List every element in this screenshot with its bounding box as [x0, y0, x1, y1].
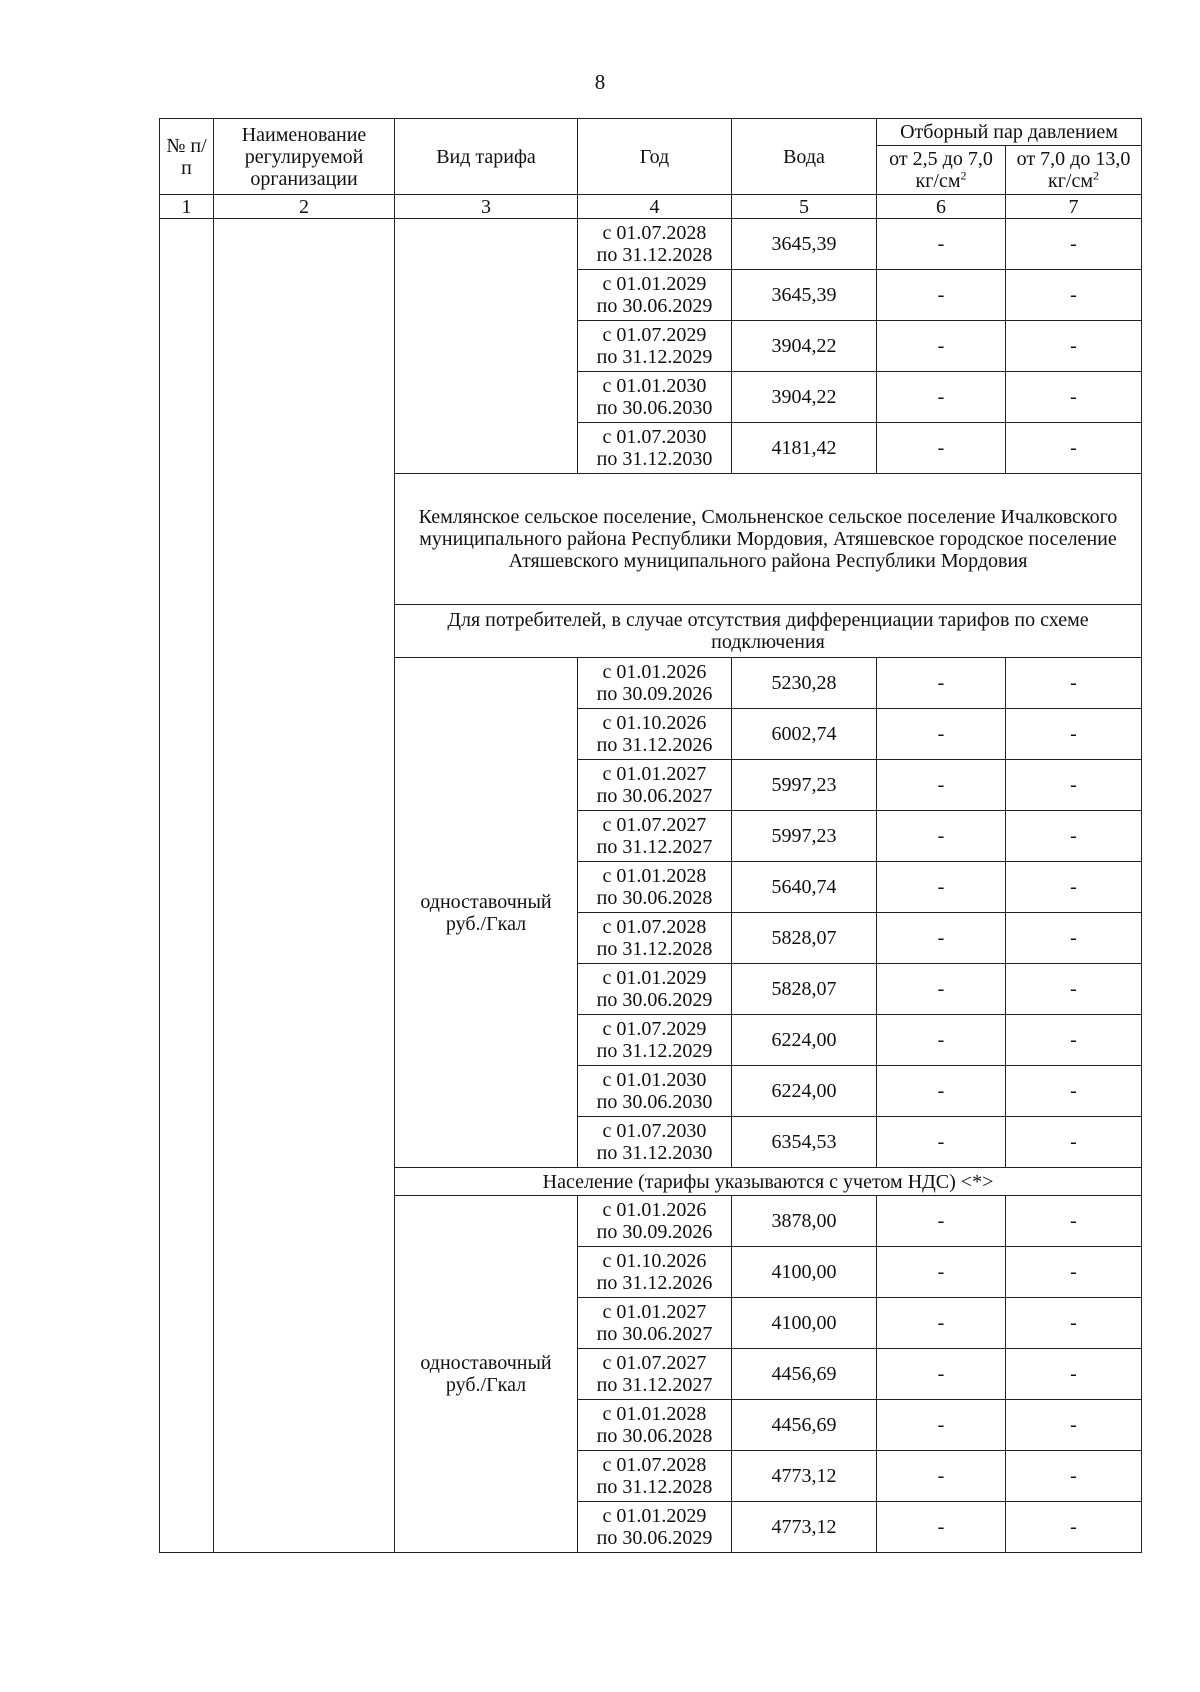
period-cell — [578, 321, 732, 372]
steam-high-value: - — [1006, 964, 1142, 1015]
period-from: с 01.01.2029 — [602, 1505, 707, 1527]
num-cell — [160, 219, 214, 1553]
steam-low-value: - — [877, 1247, 1006, 1298]
superscript: 2 — [960, 168, 967, 183]
steam-low-value: - — [877, 1451, 1006, 1502]
water-value: 4773,12 — [732, 1451, 877, 1502]
period-from: с 01.07.2029 — [602, 1018, 707, 1040]
period-cell — [578, 1400, 732, 1451]
period-to: по 31.12.2027 — [596, 1374, 713, 1396]
steam-high-value: - — [1006, 1349, 1142, 1400]
steam-high-value: - — [1006, 423, 1142, 474]
column-number: 3 — [395, 195, 578, 219]
period-from: с 01.10.2026 — [602, 1250, 707, 1272]
period-cell — [578, 219, 732, 270]
water-value: 6224,00 — [732, 1066, 877, 1117]
table-row — [160, 219, 1142, 270]
steam-high-value: - — [1006, 1015, 1142, 1066]
water-value: 4773,12 — [732, 1502, 877, 1553]
period-from: с 01.07.2027 — [602, 1352, 707, 1374]
water-value: 3904,22 — [732, 321, 877, 372]
steam-low-value: - — [877, 964, 1006, 1015]
steam-low-value: - — [877, 423, 1006, 474]
period-from: с 01.01.2028 — [602, 1403, 707, 1425]
column-number: 7 — [1006, 195, 1142, 219]
period-to: по 30.09.2026 — [596, 683, 713, 705]
period-to: по 30.06.2028 — [596, 1425, 713, 1447]
steam-low-value: - — [877, 862, 1006, 913]
header-steam: Отборный пар давлением — [877, 119, 1142, 146]
steam-high-value: - — [1006, 1298, 1142, 1349]
steam-low-value: - — [877, 270, 1006, 321]
header-num: № п/п — [160, 119, 214, 195]
period-to: по 31.12.2027 — [596, 836, 713, 858]
period-cell — [578, 1117, 732, 1168]
period-from: с 01.01.2026 — [602, 661, 707, 683]
section-population: Население (тарифы указываются с учетом НДС) <*> — [395, 1168, 1142, 1196]
period-from: с 01.01.2027 — [602, 763, 707, 785]
tariff-table — [159, 118, 1142, 1553]
water-value: 5997,23 — [732, 811, 877, 862]
steam-low-value: - — [877, 321, 1006, 372]
column-number: 1 — [160, 195, 214, 219]
period-to: по 31.12.2030 — [596, 1142, 713, 1164]
period-from: с 01.07.2028 — [602, 916, 707, 938]
tariff-kind-cell: одноставочный руб./Гкал — [395, 1196, 578, 1553]
period-cell — [578, 709, 732, 760]
period-from: с 01.01.2026 — [602, 1199, 707, 1221]
header-steam-low — [877, 146, 1006, 195]
period-to: по 31.12.2029 — [596, 346, 713, 368]
water-value: 5997,23 — [732, 760, 877, 811]
period-from: с 01.01.2030 — [602, 375, 707, 397]
section-consumers: Для потребителей, в случае отсутствия дифференциации тарифов по схеме подключения — [395, 605, 1142, 658]
period-cell — [578, 658, 732, 709]
column-number: 2 — [214, 195, 395, 219]
water-value: 6224,00 — [732, 1015, 877, 1066]
steam-high-value: - — [1006, 811, 1142, 862]
steam-low-value: - — [877, 1117, 1006, 1168]
period-cell — [578, 913, 732, 964]
water-value: 5640,74 — [732, 862, 877, 913]
steam-high-value: - — [1006, 1502, 1142, 1553]
water-value: 5230,28 — [732, 658, 877, 709]
steam-high-value: - — [1006, 1117, 1142, 1168]
steam-low-value: - — [877, 811, 1006, 862]
period-to: по 31.12.2026 — [596, 734, 713, 756]
steam-high-value: - — [1006, 1247, 1142, 1298]
column-number: 4 — [578, 195, 732, 219]
water-value: 4100,00 — [732, 1247, 877, 1298]
period-to: по 30.06.2027 — [596, 785, 713, 807]
period-to: по 31.12.2028 — [596, 244, 713, 266]
water-value: 3878,00 — [732, 1196, 877, 1247]
water-value: 4456,69 — [732, 1349, 877, 1400]
period-cell — [578, 1349, 732, 1400]
tariff-kind-cell — [395, 219, 578, 474]
steam-low-value: - — [877, 709, 1006, 760]
header-steam-low-text: от 2,5 до 7,0 кг/см — [889, 148, 993, 192]
period-from: с 01.07.2030 — [602, 1120, 707, 1142]
period-to: по 30.06.2029 — [596, 295, 713, 317]
water-value: 6354,53 — [732, 1117, 877, 1168]
period-from: с 01.01.2029 — [602, 273, 707, 295]
period-cell — [578, 372, 732, 423]
period-to: по 30.06.2029 — [596, 1527, 713, 1549]
period-cell — [578, 862, 732, 913]
steam-high-value: - — [1006, 270, 1142, 321]
period-to: по 30.06.2030 — [596, 1091, 713, 1113]
water-value: 5828,07 — [732, 964, 877, 1015]
steam-high-value: - — [1006, 862, 1142, 913]
column-number: 6 — [877, 195, 1006, 219]
period-to: по 30.06.2029 — [596, 989, 713, 1011]
steam-low-value: - — [877, 219, 1006, 270]
steam-high-value: - — [1006, 1066, 1142, 1117]
period-to: по 30.06.2028 — [596, 887, 713, 909]
organization-cell — [214, 219, 395, 1553]
steam-low-value: - — [877, 1400, 1006, 1451]
period-cell — [578, 1247, 732, 1298]
steam-low-value: - — [877, 1349, 1006, 1400]
steam-high-value: - — [1006, 219, 1142, 270]
period-to: по 30.06.2030 — [596, 397, 713, 419]
period-from: с 01.01.2029 — [602, 967, 707, 989]
period-cell — [578, 964, 732, 1015]
steam-high-value: - — [1006, 658, 1142, 709]
header-water: Вода — [732, 119, 877, 195]
period-from: с 01.07.2029 — [602, 324, 707, 346]
period-to: по 31.12.2028 — [596, 938, 713, 960]
steam-low-value: - — [877, 913, 1006, 964]
header-steam-high-text: от 7,0 до 13,0 кг/см — [1016, 148, 1131, 192]
period-from: с 01.01.2027 — [602, 1301, 707, 1323]
period-from: с 01.07.2030 — [602, 426, 707, 448]
period-from: с 01.10.2026 — [602, 712, 707, 734]
period-from: с 01.01.2030 — [602, 1069, 707, 1091]
period-cell — [578, 1298, 732, 1349]
water-value: 6002,74 — [732, 709, 877, 760]
period-cell — [578, 1502, 732, 1553]
steam-low-value: - — [877, 1066, 1006, 1117]
period-cell — [578, 1066, 732, 1117]
steam-low-value: - — [877, 372, 1006, 423]
steam-high-value: - — [1006, 321, 1142, 372]
header-organization: Наименование регулируемой организации — [214, 119, 395, 195]
steam-low-value: - — [877, 1502, 1006, 1553]
period-cell — [578, 1451, 732, 1502]
period-to: по 30.09.2026 — [596, 1221, 713, 1243]
steam-low-value: - — [877, 1015, 1006, 1066]
steam-high-value: - — [1006, 372, 1142, 423]
steam-low-value: - — [877, 658, 1006, 709]
water-value: 4181,42 — [732, 423, 877, 474]
water-value: 4456,69 — [732, 1400, 877, 1451]
page-number: 8 — [594, 70, 606, 94]
period-cell — [578, 1196, 732, 1247]
period-from: с 01.07.2027 — [602, 814, 707, 836]
steam-high-value: - — [1006, 1400, 1142, 1451]
period-cell — [578, 1015, 732, 1066]
steam-high-value: - — [1006, 1451, 1142, 1502]
water-value: 4100,00 — [732, 1298, 877, 1349]
steam-low-value: - — [877, 1298, 1006, 1349]
period-from: с 01.07.2028 — [602, 1454, 707, 1476]
steam-high-value: - — [1006, 1196, 1142, 1247]
period-cell — [578, 423, 732, 474]
steam-high-value: - — [1006, 913, 1142, 964]
period-to: по 31.12.2026 — [596, 1272, 713, 1294]
tariff-kind-cell: одноставочный руб./Гкал — [395, 658, 578, 1168]
period-cell — [578, 811, 732, 862]
period-cell — [578, 760, 732, 811]
period-to: по 30.06.2027 — [596, 1323, 713, 1345]
header-steam-high — [1006, 146, 1142, 195]
steam-low-value: - — [877, 760, 1006, 811]
steam-high-value: - — [1006, 760, 1142, 811]
period-to: по 31.12.2028 — [596, 1476, 713, 1498]
period-cell — [578, 270, 732, 321]
header-tariff-kind: Вид тарифа — [395, 119, 578, 195]
water-value: 3645,39 — [732, 219, 877, 270]
column-number: 5 — [732, 195, 877, 219]
period-from: с 01.07.2028 — [602, 222, 707, 244]
superscript: 2 — [1093, 168, 1099, 183]
water-value: 5828,07 — [732, 913, 877, 964]
steam-high-value: - — [1006, 709, 1142, 760]
steam-low-value: - — [877, 1196, 1006, 1247]
period-from: с 01.01.2028 — [602, 865, 707, 887]
section-territory: Кемлянское сельское поселение, Смольненское сельское поселение Ичалковского муниципального района Республики Мордовия, Атяшевское городское поселение Атяшевского муниципального района Республики Мордовия — [395, 474, 1142, 605]
water-value: 3645,39 — [732, 270, 877, 321]
period-to: по 31.12.2030 — [596, 448, 713, 470]
period-to: по 31.12.2029 — [596, 1040, 713, 1062]
water-value: 3904,22 — [732, 372, 877, 423]
header-year: Год — [578, 119, 732, 195]
